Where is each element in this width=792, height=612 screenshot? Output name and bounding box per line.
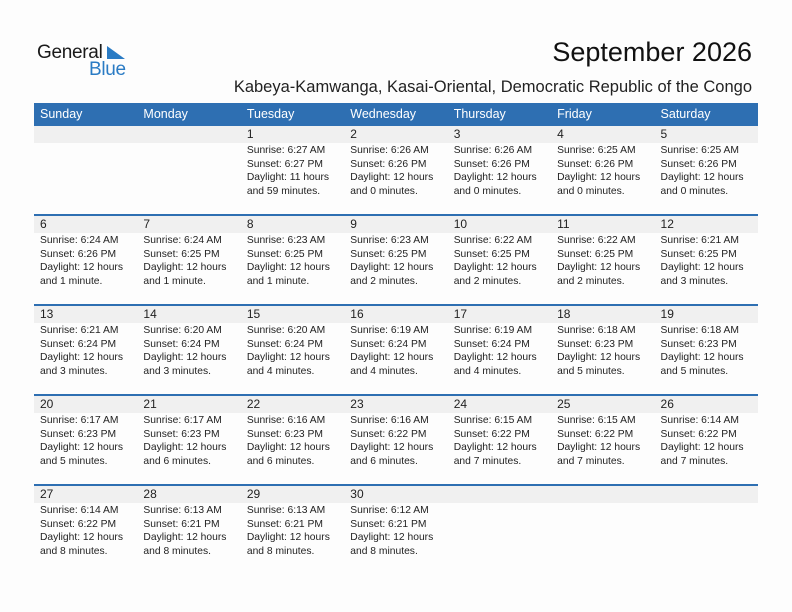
day-number: 18 <box>557 307 571 321</box>
sunset-text: Sunset: 6:25 PM <box>453 248 530 260</box>
daylight-text: Daylight: 12 hours <box>143 442 227 453</box>
day-cell <box>34 306 137 378</box>
sunrise-text: Sunrise: 6:23 AM <box>350 235 429 246</box>
day-cell <box>551 216 654 288</box>
day-cell <box>655 396 758 468</box>
day-cell <box>344 216 447 288</box>
calendar-grid <box>34 103 758 574</box>
weekday-tuesday: Tuesday <box>246 107 295 121</box>
daylight-text: Daylight: 12 hours <box>143 352 227 363</box>
day-number: 14 <box>143 307 157 321</box>
day-number: 5 <box>660 127 668 141</box>
sunset-text: Sunset: 6:23 PM <box>143 428 220 440</box>
sunset-text: Sunset: 6:22 PM <box>453 428 530 440</box>
sunset-text: Sunset: 6:22 PM <box>350 428 427 440</box>
day-number: 1 <box>246 127 254 141</box>
daylight-text: Daylight: 12 hours <box>453 352 537 363</box>
daylight-text: Daylight: 12 hours <box>660 172 744 183</box>
sunset-text: Sunset: 6:25 PM <box>350 248 427 260</box>
day-number: 20 <box>40 397 54 411</box>
sunrise-text: Sunrise: 6:24 AM <box>143 235 222 246</box>
sun-info <box>661 414 758 468</box>
minutes-text: and 0 minutes. <box>453 185 522 197</box>
day-cell <box>34 486 137 558</box>
minutes-text: and 1 minute. <box>143 275 206 287</box>
minutes-text: and 8 minutes. <box>40 545 108 557</box>
daylight-text: Daylight: 12 hours <box>557 172 641 183</box>
day-number: 17 <box>453 307 468 321</box>
sunset-text: Sunset: 6:25 PM <box>660 248 737 260</box>
day-number: 2 <box>350 127 357 141</box>
day-number: 30 <box>350 487 364 501</box>
day-cell <box>551 396 654 468</box>
day-cell <box>655 486 758 558</box>
minutes-text: and 8 minutes. <box>246 545 315 557</box>
day-cell <box>344 126 447 198</box>
sunrise-text: Sunrise: 6:24 AM <box>40 235 119 246</box>
sunrise-text: Sunrise: 6:26 AM <box>350 145 429 156</box>
minutes-text: and 59 minutes. <box>246 185 321 197</box>
day-cell <box>241 306 344 378</box>
sunrise-text: Sunrise: 6:17 AM <box>143 415 222 426</box>
sunrise-text: Sunrise: 6:19 AM <box>453 325 533 336</box>
page-title: September 2026 <box>552 37 752 67</box>
week-row <box>34 304 758 394</box>
sun-info <box>40 504 137 558</box>
minutes-text: and 3 minutes. <box>143 365 211 377</box>
sunrise-text: Sunrise: 6:15 AM <box>557 415 636 426</box>
day-number: 21 <box>143 397 157 411</box>
sunrise-text: Sunrise: 6:13 AM <box>246 505 326 516</box>
sunrise-text: Sunrise: 6:19 AM <box>350 325 429 336</box>
sun-info <box>247 234 344 288</box>
daylight-text: Daylight: 12 hours <box>350 442 434 453</box>
minutes-text: and 2 minutes. <box>453 275 522 287</box>
day-number: 29 <box>246 487 261 501</box>
sunrise-text: Sunrise: 6:16 AM <box>246 415 326 426</box>
sunset-text: Sunset: 6:23 PM <box>660 338 737 350</box>
minutes-text: and 6 minutes. <box>143 455 211 467</box>
sunrise-text: Sunrise: 6:12 AM <box>350 505 429 516</box>
sunset-text: Sunset: 6:22 PM <box>40 518 117 530</box>
sun-info <box>350 234 447 288</box>
day-number: 9 <box>350 217 357 231</box>
sunset-text: Sunset: 6:24 PM <box>453 338 530 350</box>
sunset-text: Sunset: 6:26 PM <box>350 158 427 170</box>
brand-logo <box>37 42 137 82</box>
day-cell <box>655 216 758 288</box>
weeks-container <box>34 126 758 574</box>
week-row <box>34 214 758 304</box>
day-number <box>454 486 551 503</box>
minutes-text: and 5 minutes. <box>40 455 108 467</box>
weekday-sunday: Sunday <box>40 107 83 121</box>
daylight-text: Daylight: 12 hours <box>143 532 227 543</box>
day-number: 8 <box>246 217 254 231</box>
weekday-thursday: Thursday <box>453 107 506 121</box>
day-cell <box>241 396 344 468</box>
day-number: 15 <box>246 307 261 321</box>
day-cell <box>448 486 551 558</box>
daylight-text: Daylight: 12 hours <box>143 262 227 273</box>
sun-info <box>557 324 654 378</box>
day-number <box>40 126 137 143</box>
daylight-text: Daylight: 12 hours <box>453 172 537 183</box>
daylight-text: Daylight: 12 hours <box>40 352 123 363</box>
week-row <box>34 394 758 484</box>
minutes-text: and 4 minutes. <box>246 365 315 377</box>
day-number: 26 <box>660 397 674 411</box>
day-cell <box>448 216 551 288</box>
sunrise-text: Sunrise: 6:17 AM <box>40 415 119 426</box>
location-subtitle: Kabeya-Kamwanga, Kasai-Oriental, Democratic Republic of the Congo <box>233 78 752 96</box>
sun-info <box>247 144 344 198</box>
day-cell <box>241 126 344 198</box>
day-cell <box>137 486 240 558</box>
sun-info <box>40 324 137 378</box>
logo-triangle-icon <box>107 46 125 59</box>
minutes-text: and 8 minutes. <box>143 545 211 557</box>
daylight-text: Daylight: 12 hours <box>557 262 641 273</box>
daylight-text: Daylight: 12 hours <box>246 532 330 543</box>
day-cell <box>34 216 137 288</box>
weekday-header-row <box>34 103 758 126</box>
weekday-friday: Friday <box>557 107 592 121</box>
sunrise-text: Sunrise: 6:18 AM <box>660 325 739 336</box>
sun-info <box>454 414 551 468</box>
daylight-text: Daylight: 12 hours <box>40 262 123 273</box>
sun-info <box>454 234 551 288</box>
sun-info <box>350 414 447 468</box>
sunrise-text: Sunrise: 6:16 AM <box>350 415 429 426</box>
sunset-text: Sunset: 6:25 PM <box>143 248 220 260</box>
minutes-text: and 2 minutes. <box>557 275 625 287</box>
day-number: 27 <box>40 487 54 501</box>
daylight-text: Daylight: 12 hours <box>660 262 744 273</box>
sunset-text: Sunset: 6:21 PM <box>143 518 220 530</box>
daylight-text: Daylight: 11 hours <box>246 172 330 183</box>
minutes-text: and 5 minutes. <box>557 365 625 377</box>
day-cell <box>448 126 551 198</box>
day-cell <box>344 306 447 378</box>
sun-info <box>350 504 447 558</box>
daylight-text: Daylight: 12 hours <box>246 442 330 453</box>
day-number: 25 <box>557 397 571 411</box>
day-cell <box>655 126 758 198</box>
weekday-wednesday: Wednesday <box>350 107 417 121</box>
sunset-text: Sunset: 6:26 PM <box>557 158 634 170</box>
sunset-text: Sunset: 6:25 PM <box>246 248 323 260</box>
sunset-text: Sunset: 6:26 PM <box>40 248 117 260</box>
sun-info <box>557 144 654 198</box>
daylight-text: Daylight: 12 hours <box>453 442 537 453</box>
sun-info <box>661 324 758 378</box>
day-number: 23 <box>350 397 364 411</box>
daylight-text: Daylight: 12 hours <box>350 532 434 543</box>
day-number <box>143 126 240 143</box>
daylight-text: Daylight: 12 hours <box>40 442 123 453</box>
sunrise-text: Sunrise: 6:26 AM <box>453 145 533 156</box>
minutes-text: and 0 minutes. <box>350 185 418 197</box>
sun-info <box>454 324 551 378</box>
minutes-text: and 5 minutes. <box>660 365 729 377</box>
sunset-text: Sunset: 6:24 PM <box>40 338 117 350</box>
sun-info <box>557 234 654 288</box>
sun-info <box>247 324 344 378</box>
weekday-monday: Monday <box>143 107 188 121</box>
day-cell <box>241 486 344 558</box>
sunset-text: Sunset: 6:21 PM <box>246 518 323 530</box>
sun-info <box>247 504 344 558</box>
sunset-text: Sunset: 6:27 PM <box>246 158 323 170</box>
sunrise-text: Sunrise: 6:21 AM <box>660 235 739 246</box>
day-cell <box>344 396 447 468</box>
sunrise-text: Sunrise: 6:20 AM <box>143 325 222 336</box>
daylight-text: Daylight: 12 hours <box>660 352 744 363</box>
day-number: 3 <box>453 127 461 141</box>
minutes-text: and 7 minutes. <box>660 455 729 467</box>
minutes-text: and 7 minutes. <box>453 455 522 467</box>
day-number: 13 <box>40 307 54 321</box>
sun-info <box>557 414 654 468</box>
sun-info <box>143 234 240 288</box>
sunset-text: Sunset: 6:21 PM <box>350 518 427 530</box>
day-cell <box>137 216 240 288</box>
minutes-text: and 1 minute. <box>246 275 310 287</box>
minutes-text: and 3 minutes. <box>40 365 108 377</box>
day-number: 4 <box>557 127 564 141</box>
day-number: 28 <box>143 487 157 501</box>
logo-text-general: General <box>37 42 103 63</box>
day-number: 10 <box>453 217 468 231</box>
minutes-text: and 3 minutes. <box>660 275 729 287</box>
minutes-text: and 4 minutes. <box>453 365 522 377</box>
sun-info <box>661 234 758 288</box>
day-number: 16 <box>350 307 364 321</box>
sunset-text: Sunset: 6:22 PM <box>557 428 634 440</box>
weekday-saturday: Saturday <box>660 107 711 121</box>
sunrise-text: Sunrise: 6:15 AM <box>453 415 533 426</box>
sunrise-text: Sunrise: 6:14 AM <box>660 415 739 426</box>
sunset-text: Sunset: 6:23 PM <box>40 428 117 440</box>
daylight-text: Daylight: 12 hours <box>350 172 434 183</box>
day-cell <box>241 216 344 288</box>
minutes-text: and 0 minutes. <box>557 185 625 197</box>
sunset-text: Sunset: 6:26 PM <box>660 158 737 170</box>
day-cell <box>137 306 240 378</box>
day-number <box>557 486 654 503</box>
day-cell <box>34 396 137 468</box>
daylight-text: Daylight: 12 hours <box>557 442 641 453</box>
minutes-text: and 6 minutes. <box>246 455 315 467</box>
sunrise-text: Sunrise: 6:14 AM <box>40 505 119 516</box>
minutes-text: and 4 minutes. <box>350 365 418 377</box>
sunrise-text: Sunrise: 6:25 AM <box>557 145 636 156</box>
daylight-text: Daylight: 12 hours <box>660 442 744 453</box>
minutes-text: and 7 minutes. <box>557 455 625 467</box>
sunrise-text: Sunrise: 6:13 AM <box>143 505 222 516</box>
sunset-text: Sunset: 6:24 PM <box>350 338 427 350</box>
daylight-text: Daylight: 12 hours <box>350 262 434 273</box>
day-cell <box>448 396 551 468</box>
day-cell <box>137 396 240 468</box>
day-cell <box>34 126 137 198</box>
sunset-text: Sunset: 6:23 PM <box>557 338 634 350</box>
day-cell <box>551 486 654 558</box>
sunset-text: Sunset: 6:24 PM <box>143 338 220 350</box>
minutes-text: and 1 minute. <box>40 275 103 287</box>
daylight-text: Daylight: 12 hours <box>40 532 123 543</box>
sunrise-text: Sunrise: 6:27 AM <box>246 145 326 156</box>
day-cell <box>655 306 758 378</box>
day-number: 7 <box>143 217 151 231</box>
sunset-text: Sunset: 6:26 PM <box>453 158 530 170</box>
sun-info <box>454 144 551 198</box>
day-number: 6 <box>40 217 47 231</box>
sun-info <box>247 414 344 468</box>
daylight-text: Daylight: 12 hours <box>350 352 434 363</box>
day-cell <box>137 126 240 198</box>
sunrise-text: Sunrise: 6:22 AM <box>453 235 533 246</box>
sun-info <box>350 144 447 198</box>
sunrise-text: Sunrise: 6:20 AM <box>246 325 326 336</box>
daylight-text: Daylight: 12 hours <box>557 352 641 363</box>
sunrise-text: Sunrise: 6:22 AM <box>557 235 636 246</box>
week-row <box>34 484 758 574</box>
sunset-text: Sunset: 6:23 PM <box>246 428 323 440</box>
sunset-text: Sunset: 6:25 PM <box>557 248 634 260</box>
daylight-text: Daylight: 12 hours <box>246 352 330 363</box>
week-row <box>34 126 758 214</box>
sunrise-text: Sunrise: 6:18 AM <box>557 325 636 336</box>
day-cell <box>551 126 654 198</box>
day-number: 19 <box>660 307 674 321</box>
daylight-text: Daylight: 12 hours <box>453 262 537 273</box>
day-cell <box>344 486 447 558</box>
sun-info <box>143 414 240 468</box>
sunrise-text: Sunrise: 6:25 AM <box>660 145 739 156</box>
day-number <box>661 486 758 503</box>
day-cell <box>551 306 654 378</box>
minutes-text: and 8 minutes. <box>350 545 418 557</box>
daylight-text: Daylight: 12 hours <box>246 262 330 273</box>
sun-info <box>143 324 240 378</box>
sun-info <box>40 414 137 468</box>
sun-info <box>40 234 137 288</box>
minutes-text: and 2 minutes. <box>350 275 418 287</box>
minutes-text: and 0 minutes. <box>660 185 729 197</box>
day-number: 11 <box>557 217 570 231</box>
sunset-text: Sunset: 6:24 PM <box>246 338 323 350</box>
sun-info <box>143 504 240 558</box>
minutes-text: and 6 minutes. <box>350 455 418 467</box>
sunrise-text: Sunrise: 6:21 AM <box>40 325 119 336</box>
day-cell <box>448 306 551 378</box>
day-number: 24 <box>453 397 468 411</box>
sun-info <box>661 144 758 198</box>
day-number: 22 <box>246 397 261 411</box>
sunset-text: Sunset: 6:22 PM <box>660 428 737 440</box>
logo-text-blue: Blue <box>89 59 126 80</box>
day-number: 12 <box>660 217 674 231</box>
sun-info <box>350 324 447 378</box>
sunrise-text: Sunrise: 6:23 AM <box>246 235 326 246</box>
